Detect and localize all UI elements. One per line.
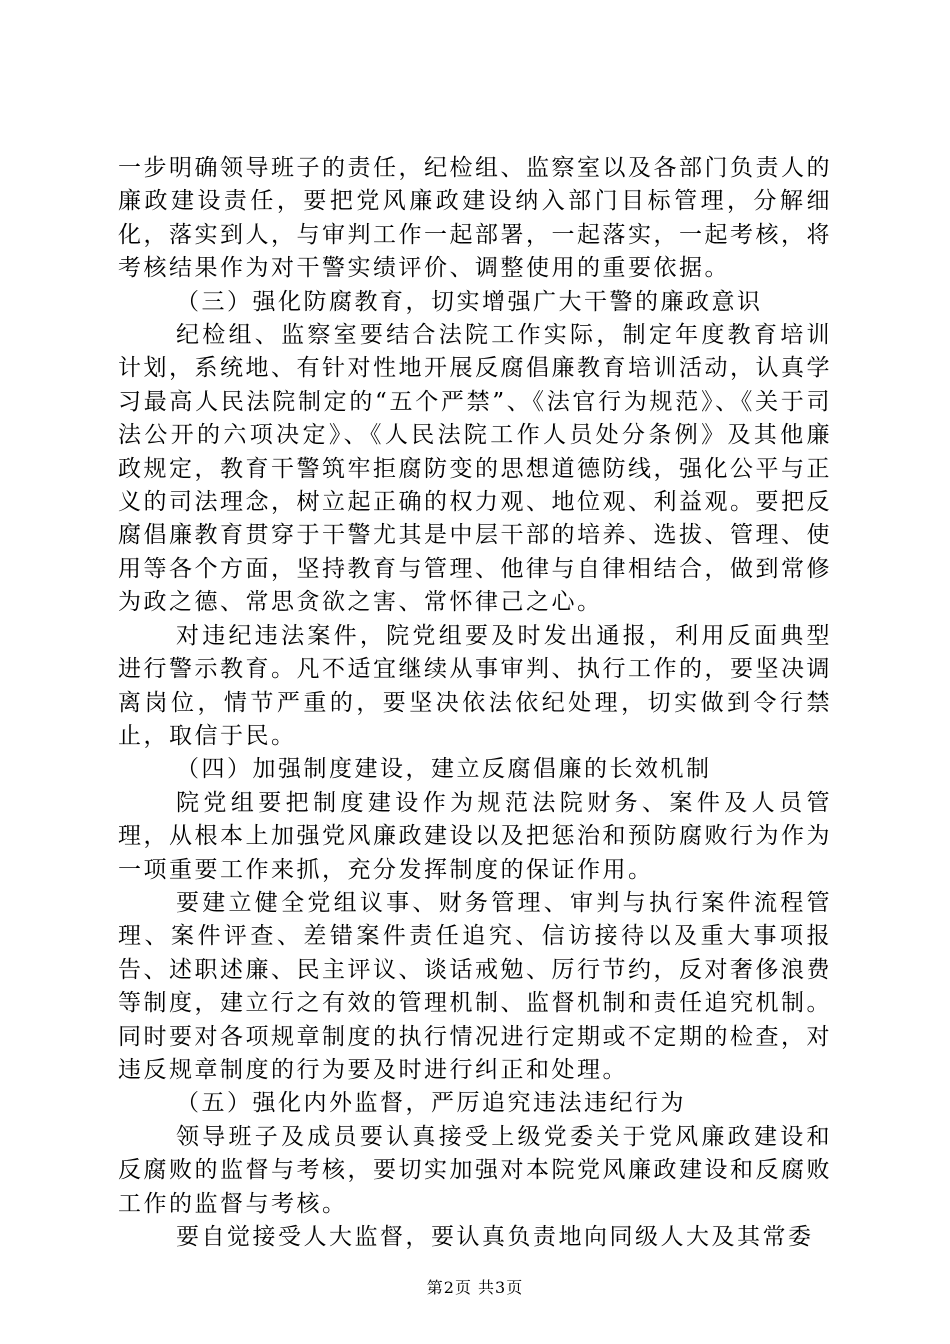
page-number-footer: 第2页 共3页 — [426, 1278, 524, 1297]
paragraph-6: 领导班子及成员要认真接受上级党委关于党风廉政建设和反腐败的监督与考核，要切实加强对本院党风廉政建设和反腐败工作的监督与考核。 — [118, 1123, 832, 1217]
section-heading-3: （三）强化防腐教育，切实增强广大干警的廉政意识 — [176, 288, 763, 315]
document-body — [118, 152, 832, 1254]
paragraph-4: 院党组要把制度建设作为规范法院财务、案件及人员管理，从根本上加强党风廉政建设以及把惩治和预防腐败行为作为一项重要工作来抓，充分发挥制度的保证作用。 — [118, 789, 832, 883]
section-heading-5: （五）强化内外监督，严厉追究违法违纪行为 — [176, 1090, 686, 1117]
paragraph-3: 对违纪违法案件，院党组要及时发出通报，利用反面典型进行警示教育。凡不适宜继续从事审判、执行工作的，要坚决调离岗位，情节严重的，要坚决依法依纪处理，切实做到令行禁止，取信于民。 — [118, 622, 832, 749]
paragraph-1: 一步明确领导班子的责任，纪检组、监察室以及各部门负责人的廉政建设责任，要把党风廉政建设纳入部门目标管理，分解细化，落实到人，与审判工作一起部署，一起落实，一起考核，将考核结果作为对干警实绩评价、调整使用的重要依据。 — [118, 155, 832, 282]
paragraph-7: 要自觉接受人大监督，要认真负责地向同级人大及其常委 — [176, 1224, 814, 1250]
paragraph-5: 要建立健全党组议事、财务管理、审判与执行案件流程管理、案件评查、差错案件责任追究、信访接待以及重大事项报告、述职述廉、民主评议、谈话戒勉、厉行节约，反对奢侈浪费等制度，建立行之有效的管理机制、监督机制和责任追究机制。同时要对各项规章制度的执行情况进行定期或不定期的检查，对违反规章制度的行为要及时进行纠正和处理。 — [118, 889, 832, 1083]
paragraph-2: 纪检组、监察室要结合法院工作实际，制定年度教育培训计划，系统地、有针对性地开展反腐倡廉教育培训活动，认真学习最高人民法院制定的“五个严禁”、《法官行为规范》、《关于司法公开的六项决定》、《人民法院工作人员处分条例》及其他廉政规定，教育干警筑牢拒腐防变的思想道德防线，强化公平与正义的司法理念，树立起正确的权力观、地位观、利益观。要把反腐倡廉教育贯穿于干警尤其是中层干部的培养、选拔、管理、使用等各个方面，坚持教育与管理、他律与自律相结合，做到常修为政之德、常思贪欲之害、常怀律己之心。 — [118, 322, 832, 616]
section-heading-4: （四）加强制度建设，建立反腐倡廉的长效机制 — [176, 756, 712, 783]
